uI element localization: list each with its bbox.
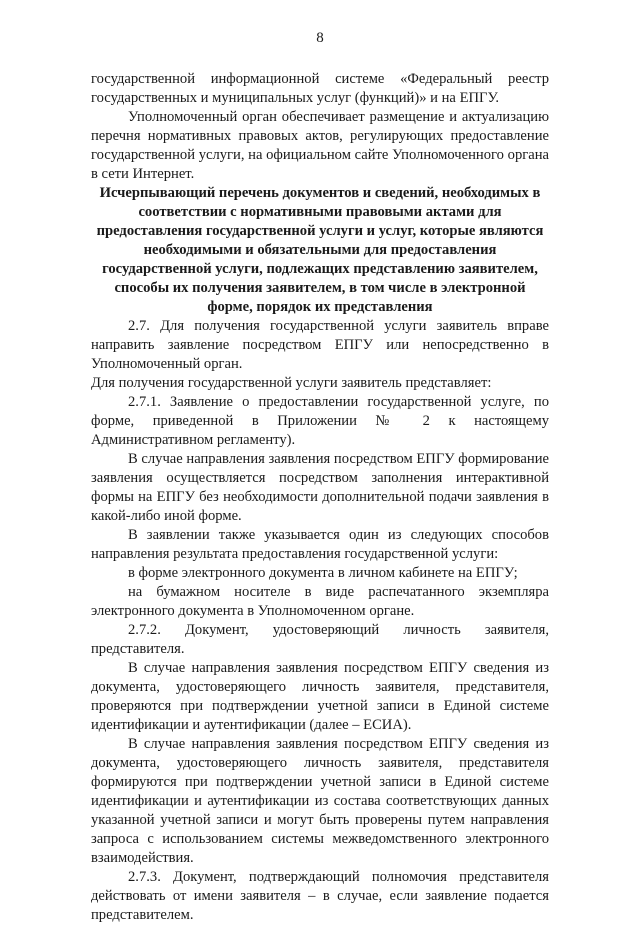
paragraph: 2.7. Для получения государственной услуги заявитель вправе направить заявление посредством ЕПГУ или непосредственно в Уполномоченный орган. <box>91 318 549 372</box>
list-item: в форме электронного документа в личном кабинете на ЕПГУ; <box>128 565 518 581</box>
paragraph: Уполномоченный орган обеспечивает размещение и актуализацию перечня нормативных правовых актов, регулирующих предоставление государственной услуги, на официальном сайте Уполномоченного органа в сети Интернет. <box>91 109 549 182</box>
paragraph: В случае направления заявления посредством ЕПГУ сведения из документа, удостоверяющего личность заявителя, представителя формируются при подтверждении учетной записи в Единой системе идентификации и аутентификации из состава соответствующих данных указанной учетной записи и могут быть проверены путем направления запроса с использованием системы межведомственного электронного взаимодействия. <box>91 736 549 866</box>
paragraph: государственной информационной системе «Федеральный реестр государственных и муниципальных услуг (функций)» и на ЕПГУ. <box>91 71 549 106</box>
paragraph: 2.7.2. Документ, удостоверяющий личность заявителя, представителя. <box>91 622 549 657</box>
document-body <box>91 70 549 925</box>
page-number: 8 <box>316 30 324 46</box>
paragraph: В заявлении также указывается один из следующих способов направления результата предоставления государственной услуги: <box>91 527 549 562</box>
paragraph: 2.7.3. Документ, подтверждающий полномочия представителя действовать от имени заявителя – в случае, если заявление подается представителем. <box>91 869 549 923</box>
paragraph: В случае направления заявления посредством ЕПГУ сведения из документа, удостоверяющего личность заявителя, представителя, проверяются при подтверждении учетной записи в Единой системе идентификации и аутентификации (далее – ЕСИА). <box>91 660 549 733</box>
paragraph: Для получения государственной услуги заявитель представляет: <box>91 375 492 391</box>
section-heading: Исчерпывающий перечень документов и сведений, необходимых в соответствии с нормативными правовыми актами для предоставления государственной услуги и услуг, которые являются необходимыми и обязательными для предоставления государственной услуги, подлежащих представлению заявителем, способы их получения заявителем, в том числе в электронной форме, порядок их представления <box>96 185 544 315</box>
paragraph: 2.7.1. Заявление о предоставлении государственной услуге, по форме, приведенной в Приложении № 2 к настоящему Административном регламенту). <box>91 394 549 448</box>
list-item: на бумажном носителе в виде распечатанного экземпляра электронного документа в Уполномоченном органе. <box>91 584 549 619</box>
paragraph: В случае направления заявления посредством ЕПГУ формирование заявления осуществляется посредством заполнения интерактивной формы на ЕПГУ без необходимости дополнительной подачи заявления в какой-либо иной форме. <box>91 451 550 524</box>
